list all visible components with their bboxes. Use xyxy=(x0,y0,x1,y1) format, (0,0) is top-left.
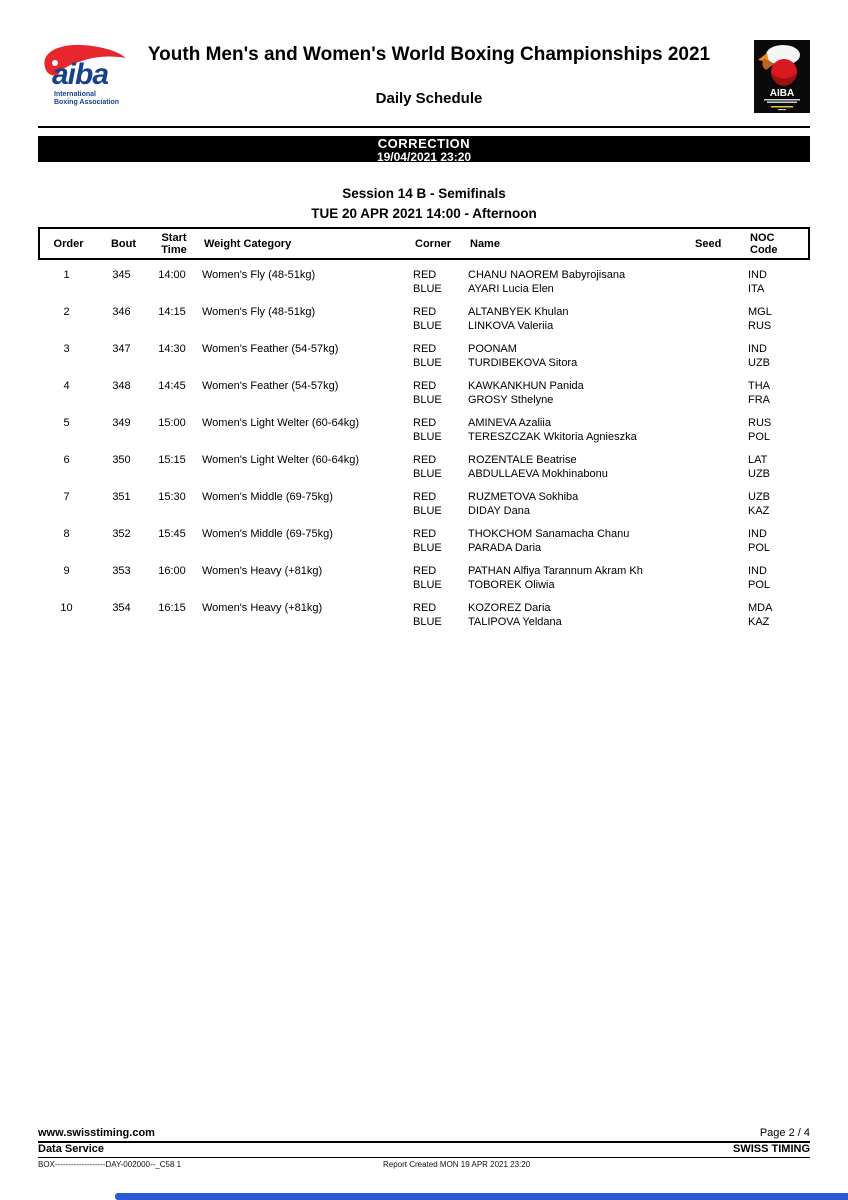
bout-row xyxy=(38,601,810,629)
bout-order: 6 xyxy=(63,454,70,466)
bout-order: 8 xyxy=(63,528,70,540)
page-footer xyxy=(38,1127,810,1170)
bout-start-time: 14:30 xyxy=(158,343,186,355)
bout-number: 354 xyxy=(112,602,131,614)
corner-label-red: RED xyxy=(413,269,437,281)
bout-number: 348 xyxy=(112,380,131,392)
session-datetime: TUE 20 APR 2021 14:00 - Afternoon xyxy=(311,206,537,221)
bout-start-time: 15:45 xyxy=(158,528,186,540)
bout-red-line xyxy=(38,305,810,319)
red-boxer-noc: IND xyxy=(748,343,767,355)
document-subtitle: Daily Schedule xyxy=(375,90,483,107)
bout-row xyxy=(38,342,810,370)
bout-start-time: 15:30 xyxy=(158,491,186,503)
bout-seed xyxy=(690,305,748,319)
red-boxer-name: THOKCHOM Sanamacha Chanu xyxy=(468,528,630,540)
bout-number: 349 xyxy=(112,417,131,429)
schedule-header-row xyxy=(38,227,810,260)
bout-seed xyxy=(690,601,748,615)
red-boxer-noc: IND xyxy=(748,269,767,281)
blue-boxer-name: PARADA Daria xyxy=(468,542,542,554)
session-heading xyxy=(0,184,848,224)
bout-red-line xyxy=(38,342,810,356)
corner-label-red: RED xyxy=(413,528,437,540)
corner-label-blue: BLUE xyxy=(413,505,442,517)
bout-red-line xyxy=(38,268,810,282)
blue-boxer-name: LINKOVA Valeriia xyxy=(468,320,554,332)
blue-boxer-noc: KAZ xyxy=(748,505,770,517)
col-header-seed: Seed xyxy=(695,237,722,250)
red-boxer-noc: MGL xyxy=(748,306,772,318)
bout-number: 346 xyxy=(112,306,131,318)
red-boxer-name: RUZMETOVA Sokhiba xyxy=(468,491,579,503)
bout-blue-line xyxy=(38,393,810,407)
page-title: Youth Men's and Women's World Boxing Championships 2021 xyxy=(147,44,711,65)
blue-boxer-name: GROSY Sthelyne xyxy=(468,394,554,406)
red-boxer-noc: THA xyxy=(748,380,770,392)
red-boxer-name: POONAM xyxy=(468,343,517,355)
bout-red-line xyxy=(38,601,810,615)
corner-label-red: RED xyxy=(413,380,437,392)
corner-label-blue: BLUE xyxy=(413,468,442,480)
bout-blue-line xyxy=(38,467,810,481)
corner-label-red: RED xyxy=(413,491,437,503)
bout-start-time: 15:15 xyxy=(158,454,186,466)
col-header-start-time: Start Time xyxy=(161,231,187,256)
blue-boxer-noc: POL xyxy=(748,431,771,443)
bout-red-line xyxy=(38,416,810,430)
red-boxer-noc: UZB xyxy=(748,491,770,503)
bout-order: 4 xyxy=(63,380,70,392)
blue-boxer-noc: POL xyxy=(748,542,771,554)
bout-row xyxy=(38,527,810,555)
schedule-rows xyxy=(38,260,810,629)
blue-boxer-name: TOBOREK Oliwia xyxy=(468,579,555,591)
bout-order: 9 xyxy=(63,565,70,577)
bout-number: 350 xyxy=(112,454,131,466)
bout-blue-line xyxy=(38,430,810,444)
aiba-logo-word: aiba xyxy=(52,58,109,91)
event-logo xyxy=(754,40,810,113)
blue-boxer-noc: POL xyxy=(748,579,771,591)
bout-order: 10 xyxy=(60,602,73,614)
bout-weight-category: Women's Middle (69-75kg) xyxy=(202,528,333,540)
blue-boxer-noc: FRA xyxy=(748,394,770,406)
corner-label-blue: BLUE xyxy=(413,283,442,295)
corner-label-blue: BLUE xyxy=(413,320,442,332)
bout-start-time: 16:00 xyxy=(158,565,186,577)
footer-divider-thin xyxy=(38,1157,810,1158)
red-boxer-name: ALTANBYEK Khulan xyxy=(468,306,569,318)
header xyxy=(118,44,740,107)
bout-row xyxy=(38,490,810,518)
red-boxer-name: AMINEVA Azaliia xyxy=(468,417,551,429)
red-boxer-name: KAWKANKHUN Panida xyxy=(468,380,584,392)
bout-order: 3 xyxy=(63,343,70,355)
bout-seed xyxy=(690,490,748,504)
corner-label-blue: BLUE xyxy=(413,357,442,369)
corner-label-red: RED xyxy=(413,602,437,614)
blue-boxer-noc: ITA xyxy=(748,283,765,295)
bout-start-time: 14:15 xyxy=(158,306,186,318)
bout-blue-line xyxy=(38,615,810,629)
bout-order: 7 xyxy=(63,491,70,503)
page-indicator: Page 2 / 4 xyxy=(759,1127,810,1139)
red-boxer-name: CHANU NAOREM Babyrojisana xyxy=(468,269,626,281)
bout-weight-category: Women's Feather (54-57kg) xyxy=(202,380,339,392)
bout-row xyxy=(38,416,810,444)
corner-label-red: RED xyxy=(413,343,437,355)
bout-seed xyxy=(690,268,748,282)
bout-start-time: 16:15 xyxy=(158,602,186,614)
col-header-corner: Corner xyxy=(415,237,452,250)
bout-blue-line xyxy=(38,319,810,333)
report-created: Report Created MON 19 APR 2021 23:20 xyxy=(383,1160,531,1169)
bout-order: 1 xyxy=(63,269,70,281)
bout-weight-category: Women's Middle (69-75kg) xyxy=(202,491,333,503)
correction-banner xyxy=(38,136,810,162)
bout-row xyxy=(38,564,810,592)
red-boxer-noc: MDA xyxy=(748,602,773,614)
report-code: BOX-------------------DAY-002000--_C58 1 xyxy=(38,1160,182,1169)
bout-weight-category: Women's Light Welter (60-64kg) xyxy=(202,417,359,429)
bout-seed xyxy=(690,453,748,467)
bout-row xyxy=(38,379,810,407)
red-boxer-noc: IND xyxy=(748,528,767,540)
bout-blue-line xyxy=(38,504,810,518)
bout-row xyxy=(38,453,810,481)
red-boxer-name: ROZENTALE Beatrise xyxy=(468,454,577,466)
bout-blue-line xyxy=(38,282,810,296)
bout-red-line xyxy=(38,527,810,541)
bout-number: 353 xyxy=(112,565,131,577)
corner-label-blue: BLUE xyxy=(413,394,442,406)
header-divider xyxy=(38,126,810,128)
session-title: Session 14 B - Semifinals xyxy=(342,186,506,201)
col-header-weight-category: Weight Category xyxy=(204,237,292,250)
bout-weight-category: Women's Light Welter (60-64kg) xyxy=(202,454,359,466)
bout-number: 345 xyxy=(112,269,131,281)
bout-weight-category: Women's Fly (48-51kg) xyxy=(202,306,316,318)
corner-label-blue: BLUE xyxy=(413,542,442,554)
footer-row-1 xyxy=(38,1127,810,1140)
blue-boxer-name: AYARI Lucia Elen xyxy=(468,283,554,295)
blue-boxer-name: TALIPOVA Yeldana xyxy=(468,616,562,628)
blue-boxer-noc: RUS xyxy=(748,320,772,332)
corner-label-red: RED xyxy=(413,417,437,429)
col-header-name: Name xyxy=(470,237,500,250)
footer-row-3 xyxy=(38,1159,810,1170)
footer-row-2 xyxy=(38,1143,810,1156)
corner-label-blue: BLUE xyxy=(413,616,442,628)
blue-boxer-noc: UZB xyxy=(748,357,770,369)
bout-red-line xyxy=(38,453,810,467)
col-header-bout: Bout xyxy=(110,237,137,250)
col-header-noc-code: NOC Code xyxy=(750,231,778,256)
blue-boxer-noc: UZB xyxy=(748,468,770,480)
swiss-timing-label: SWISS TIMING xyxy=(733,1143,810,1155)
blue-boxer-noc: KAZ xyxy=(748,616,770,628)
col-header-order: Order xyxy=(53,237,84,250)
swisstiming-link[interactable]: www.swisstiming.com xyxy=(38,1127,155,1139)
bout-red-line xyxy=(38,564,810,578)
bout-start-time: 15:00 xyxy=(158,417,186,429)
blue-boxer-name: ABDULLAEVA Mokhinabonu xyxy=(468,468,608,480)
data-service-label: Data Service xyxy=(38,1143,105,1155)
correction-label: CORRECTION xyxy=(377,136,471,151)
red-boxer-noc: IND xyxy=(748,565,767,577)
blue-boxer-name: TURDIBEKOVA Sitora xyxy=(468,357,578,369)
event-logo-eagle-icon xyxy=(754,40,810,113)
schedule-table xyxy=(38,227,810,638)
corner-label-blue: BLUE xyxy=(413,579,442,591)
blue-boxer-name: TERESZCZAK Wkitoria Agnieszka xyxy=(468,431,637,443)
red-boxer-noc: RUS xyxy=(748,417,772,429)
bout-order: 2 xyxy=(63,306,70,318)
red-boxer-name: PATHAN Alfiya Tarannum Akram Kh xyxy=(468,565,643,577)
bout-seed xyxy=(690,416,748,430)
bout-start-time: 14:00 xyxy=(158,269,186,281)
bout-weight-category: Women's Heavy (+81kg) xyxy=(202,602,323,614)
corner-label-red: RED xyxy=(413,454,437,466)
bout-seed xyxy=(690,379,748,393)
bout-red-line xyxy=(38,379,810,393)
bout-seed xyxy=(690,342,748,356)
bout-start-time: 14:45 xyxy=(158,380,186,392)
corner-label-red: RED xyxy=(413,306,437,318)
aiba-logo-subtext: International Boxing Association xyxy=(54,91,120,106)
correction-datetime: 19/04/2021 23:20 xyxy=(376,150,472,162)
bout-number: 347 xyxy=(112,343,131,355)
blue-boxer-name: DIDAY Dana xyxy=(468,505,530,517)
bout-weight-category: Women's Feather (54-57kg) xyxy=(202,343,339,355)
bout-number: 351 xyxy=(112,491,131,503)
bout-weight-category: Women's Heavy (+81kg) xyxy=(202,565,323,577)
bout-seed xyxy=(690,564,748,578)
bout-blue-line xyxy=(38,356,810,370)
bout-row xyxy=(38,305,810,333)
corner-label-red: RED xyxy=(413,565,437,577)
bout-order: 5 xyxy=(63,417,70,429)
red-boxer-name: KOZOREZ Daria xyxy=(468,602,551,614)
red-boxer-noc: LAT xyxy=(748,454,768,466)
viewer-scrollbar[interactable] xyxy=(115,1193,848,1200)
bout-blue-line xyxy=(38,578,810,592)
bout-row xyxy=(38,268,810,296)
bout-red-line xyxy=(38,490,810,504)
event-logo-label: AIBA xyxy=(769,88,795,99)
bout-seed xyxy=(690,527,748,541)
bout-blue-line xyxy=(38,541,810,555)
corner-label-blue: BLUE xyxy=(413,431,442,443)
bout-weight-category: Women's Fly (48-51kg) xyxy=(202,269,316,281)
bout-number: 352 xyxy=(112,528,131,540)
